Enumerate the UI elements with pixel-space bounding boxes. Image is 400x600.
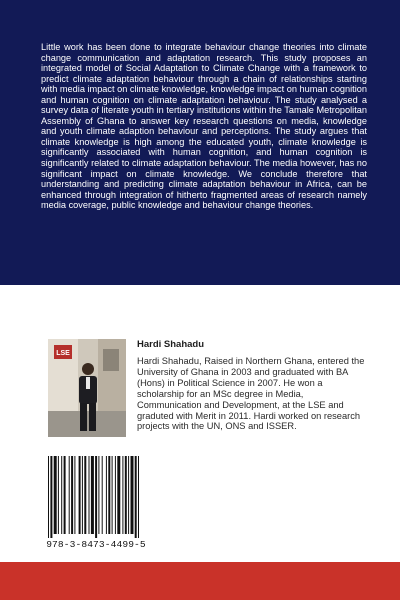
author-photo [48,339,126,437]
isbn-barcode [44,456,148,552]
author-photo-image [48,339,126,437]
barcode-bars [44,456,148,538]
isbn-number: 978-3-8473-4499-5 [46,539,146,550]
author-name: Hardi Shahadu [137,339,205,350]
bottom-color-band [0,562,400,600]
lse-sign-text: LSE [56,350,70,357]
abstract-text: Little work has been done to integrate behaviour change theories into climate change communication and adaptation research. This study proposes an integrated model of Social Adaptation to Climate Change with a framework to predict climate adaptation behaviour through a chain of relationships starting with media impact on climate knowledge, knowledge impact on human cognition and human cognition on climate adaptation behaviour. The study analysed a survey data of literate youth in tertiary institutions within the Tamale Metropolitan Assembly of Ghana to answer key research questions on media, knowledge and youth climate adaption behaviour and perceptions. The study argues that climate knowledge is high among the educated youth, climate knowledge is significantly associated with human cognition, and human cognition is significantly related to climate adaptation behaviour. The media however, has no significant impact on climate knowledge. We conclude therefore that understanding and predicting climate adaptation behaviour in Africa, can be enhanced through integration of hitherto fragmented areas of research namely media coverage, public knowledge and behaviour change theories. [41,42,367,211]
author-bio: Hardi Shahadu, Raised in Northern Ghana, entered the University of Ghana in 2003 and graduated with BA (Hons) in Political Science in 2007. He won a scholarship for an MSc degree in Media, Communication and Development, at the LSE and graduted with Merit in 2011. Hardi worked on research projects with the UN, ONS and ISSER. [137,356,365,432]
back-cover-panel [0,0,400,285]
